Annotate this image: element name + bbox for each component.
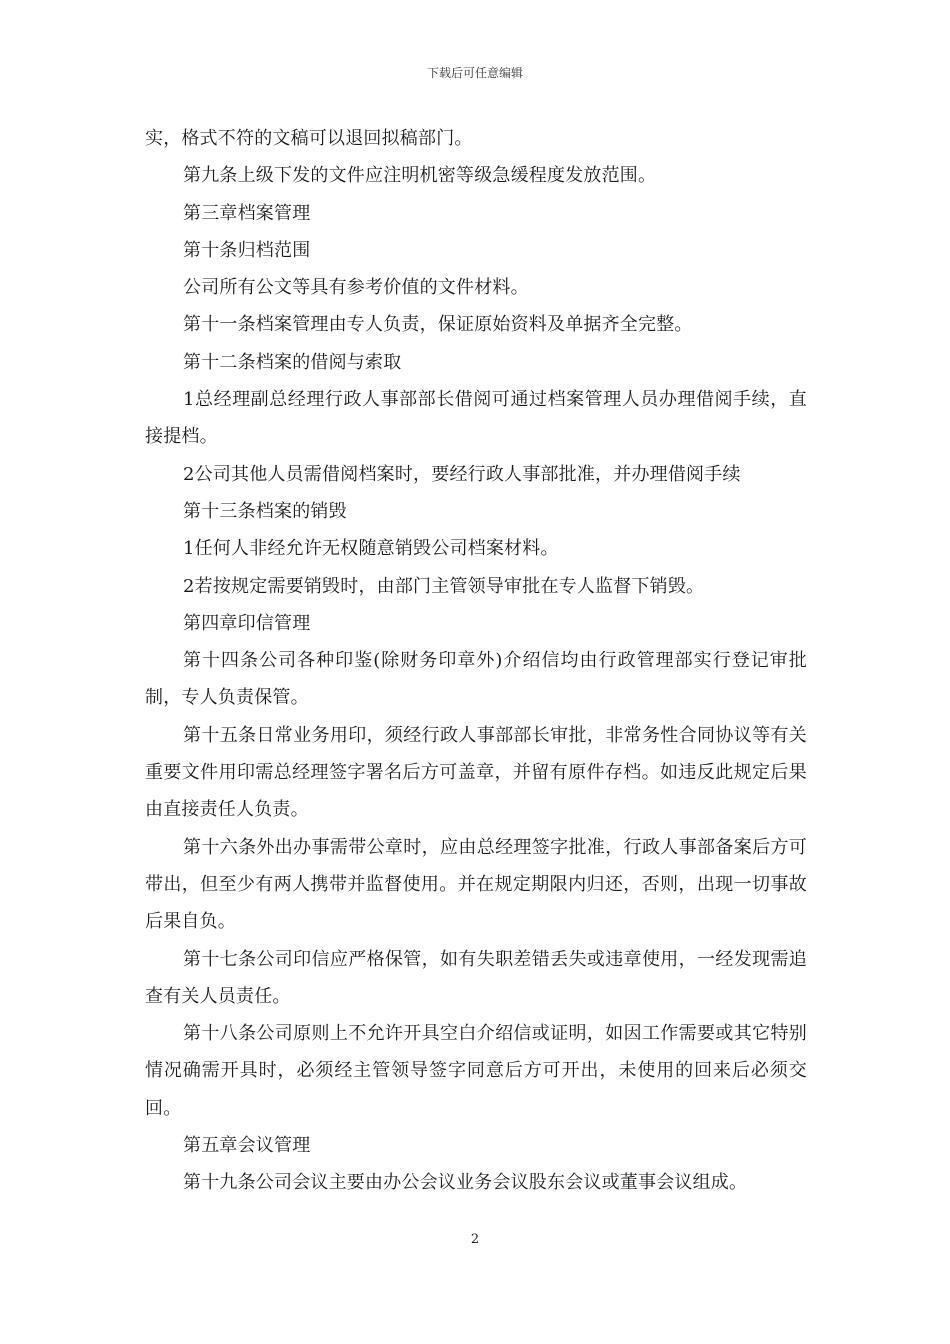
- paragraph: 1任何人非经允许无权随意销毁公司档案材料。: [183, 538, 559, 560]
- paragraph: 2公司其他人员需借阅档案时，要经行政人事部批准，并办理借阅手续: [183, 463, 741, 485]
- page-number: 2: [470, 1232, 480, 1247]
- paragraph: 第十七条公司印信应严格保管，如有失职差错丢失或违章使用，一经发现需追查有关人员责任。: [145, 948, 807, 1007]
- paragraph: 第十二条档案的借阅与索取: [183, 351, 402, 373]
- paragraph: 第十八条公司原则上不允许开具空白介绍信或证明，如因工作需要或其它特别情况确需开具时，必须经主管领导签字同意后方可开出，未使用的回来后必须交回。: [145, 1023, 807, 1119]
- paragraph: 第十九条公司会议主要由办公会议业务会议股东会议或董事会议组成。: [183, 1172, 748, 1194]
- page-header: 下载后可任意编辑: [426, 66, 523, 80]
- paragraph: 2若按规定需要销毁时，由部门主管领导审批在专人监督下销毁。: [183, 575, 705, 597]
- paragraph: 实，格式不符的文稿可以退回拟稿部门。: [145, 128, 473, 149]
- chapter-heading: 第四章印信管理: [183, 612, 311, 634]
- paragraph: 第十五条日常业务用印，须经行政人事部部长审批，非常务性合同协议等有关重要文件用印需总经理签字署名后方可盖章，并留有原件存档。如违反此规定后果由直接责任人负责。: [145, 724, 807, 821]
- chapter-heading: 第五章会议管理: [183, 1135, 311, 1157]
- paragraph: 第十四条公司各种印鉴(除财务印章外)介绍信均由行政管理部实行登记审批制，专人负责保管。: [145, 650, 807, 709]
- document-body: [145, 120, 807, 1202]
- chapter-heading: 第三章档案管理: [183, 202, 311, 224]
- paragraph: 1总经理副总经理行政人事部部长借阅可通过档案管理人员办理借阅手续，直接提档。: [145, 389, 807, 448]
- paragraph: 第十三条档案的销毁: [183, 500, 347, 522]
- paragraph: 第九条上级下发的文件应注明机密等级急缓程度发放范围。: [183, 165, 657, 187]
- paragraph: 第十一条档案管理由专人负责，保证原始资料及单据齐全完整。: [183, 314, 693, 336]
- paragraph: 第十六条外出办事需带公章时，应由总经理签字批准，行政人事部备案后方可带出，但至少有两人携带并监督使用。并在规定期限内归还，否则，出现一切事故后果自负。: [145, 836, 807, 933]
- paragraph: 公司所有公文等具有参考价值的文件材料。: [183, 277, 529, 299]
- paragraph: 第十条归档范围: [183, 239, 311, 261]
